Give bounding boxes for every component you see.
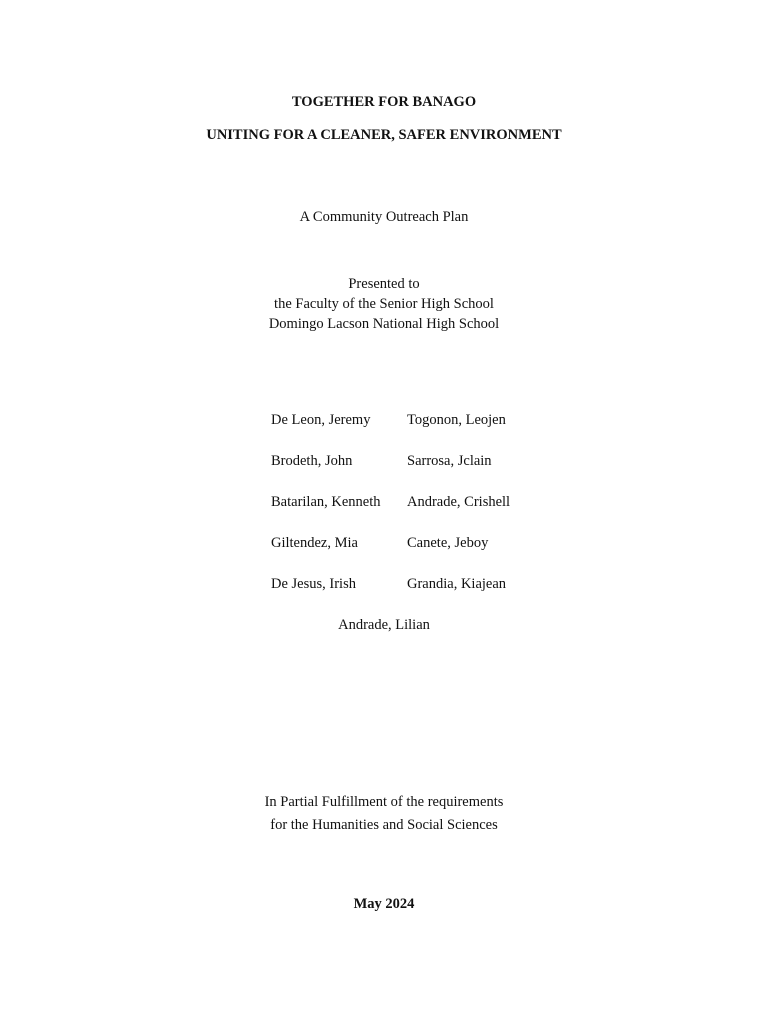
- member-name: Sarrosa, Jclain: [407, 453, 492, 469]
- member-name: De Leon, Jeremy: [271, 412, 371, 428]
- member-name: De Jesus, Irish: [271, 576, 356, 592]
- fulfillment-line-2: for the Humanities and Social Sciences: [270, 817, 498, 833]
- member-name: Giltendez, Mia: [271, 535, 358, 551]
- member-name: Togonon, Leojen: [407, 412, 506, 428]
- member-name: Brodeth, John: [271, 453, 353, 469]
- presented-to: Presented to: [348, 276, 420, 292]
- title-line-1: TOGETHER FOR BANAGO: [291, 94, 477, 110]
- title-line-2: UNITING FOR A CLEANER, SAFER ENVIRONMENT: [206, 127, 562, 143]
- school-name: Domingo Lacson National High School: [268, 316, 500, 332]
- member-name: Canete, Jeboy: [407, 535, 489, 551]
- document-date: May 2024: [353, 896, 415, 912]
- subtitle: A Community Outreach Plan: [299, 209, 469, 225]
- member-name: Andrade, Crishell: [407, 494, 511, 510]
- faculty-line: the Faculty of the Senior High School: [274, 296, 494, 312]
- member-name-centered: Andrade, Lilian: [338, 617, 430, 633]
- fulfillment-line-1: In Partial Fulfillment of the requirements: [264, 794, 504, 810]
- member-name: Grandia, Kiajean: [407, 576, 507, 592]
- member-name: Batarilan, Kenneth: [271, 494, 381, 510]
